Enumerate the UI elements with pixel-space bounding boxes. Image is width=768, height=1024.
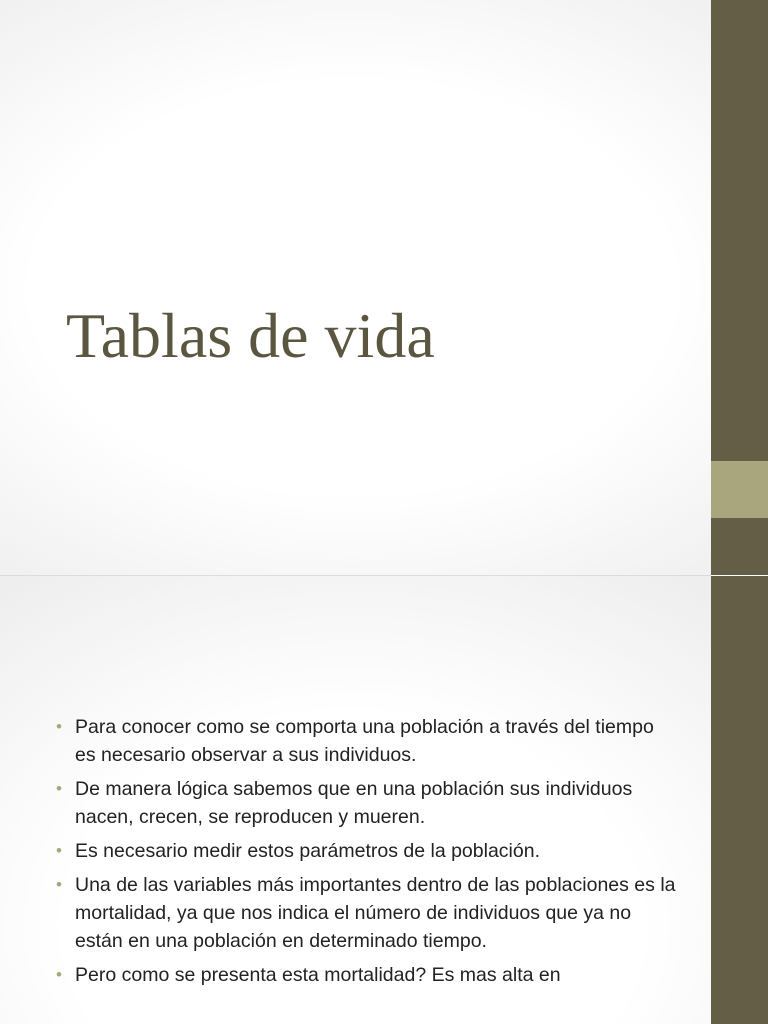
slide-title-text: Tablas de vida [66,300,435,371]
bullet-dot-icon: • [56,779,62,798]
sidebar-accent-block [711,461,768,518]
slide-content [0,576,768,1024]
bullet-text: Una de las variables más importantes dentro de las poblaciones es la mortalidad, ya que nos indica el número de individuos que ya no están en una población en determinado tiempo. [75,874,676,952]
bullet-dot-icon: • [56,965,62,984]
bullet-dot-icon: • [56,717,62,736]
bullet-item [56,775,676,831]
slide-sidebar-bar [711,0,768,575]
bullet-dot-icon: • [56,875,62,894]
bullet-list [56,713,676,995]
bullet-item [56,713,676,769]
bullet-text: Para conocer como se comporta una población a través del tiempo es necesario observar a sus individuos. [75,716,654,766]
bullet-item [56,961,676,989]
bullet-item [56,871,676,955]
bullet-text: Pero como se presenta esta mortalidad? Es mas alta en [75,964,561,986]
slide-sidebar-bar [711,576,768,1024]
bullet-dot-icon: • [56,841,62,860]
bullet-item [56,837,676,865]
bullet-text: De manera lógica sabemos que en una población sus individuos nacen, crecen, se reproducen y mueren. [75,778,633,828]
bullet-text: Es necesario medir estos parámetros de la población. [75,840,540,862]
